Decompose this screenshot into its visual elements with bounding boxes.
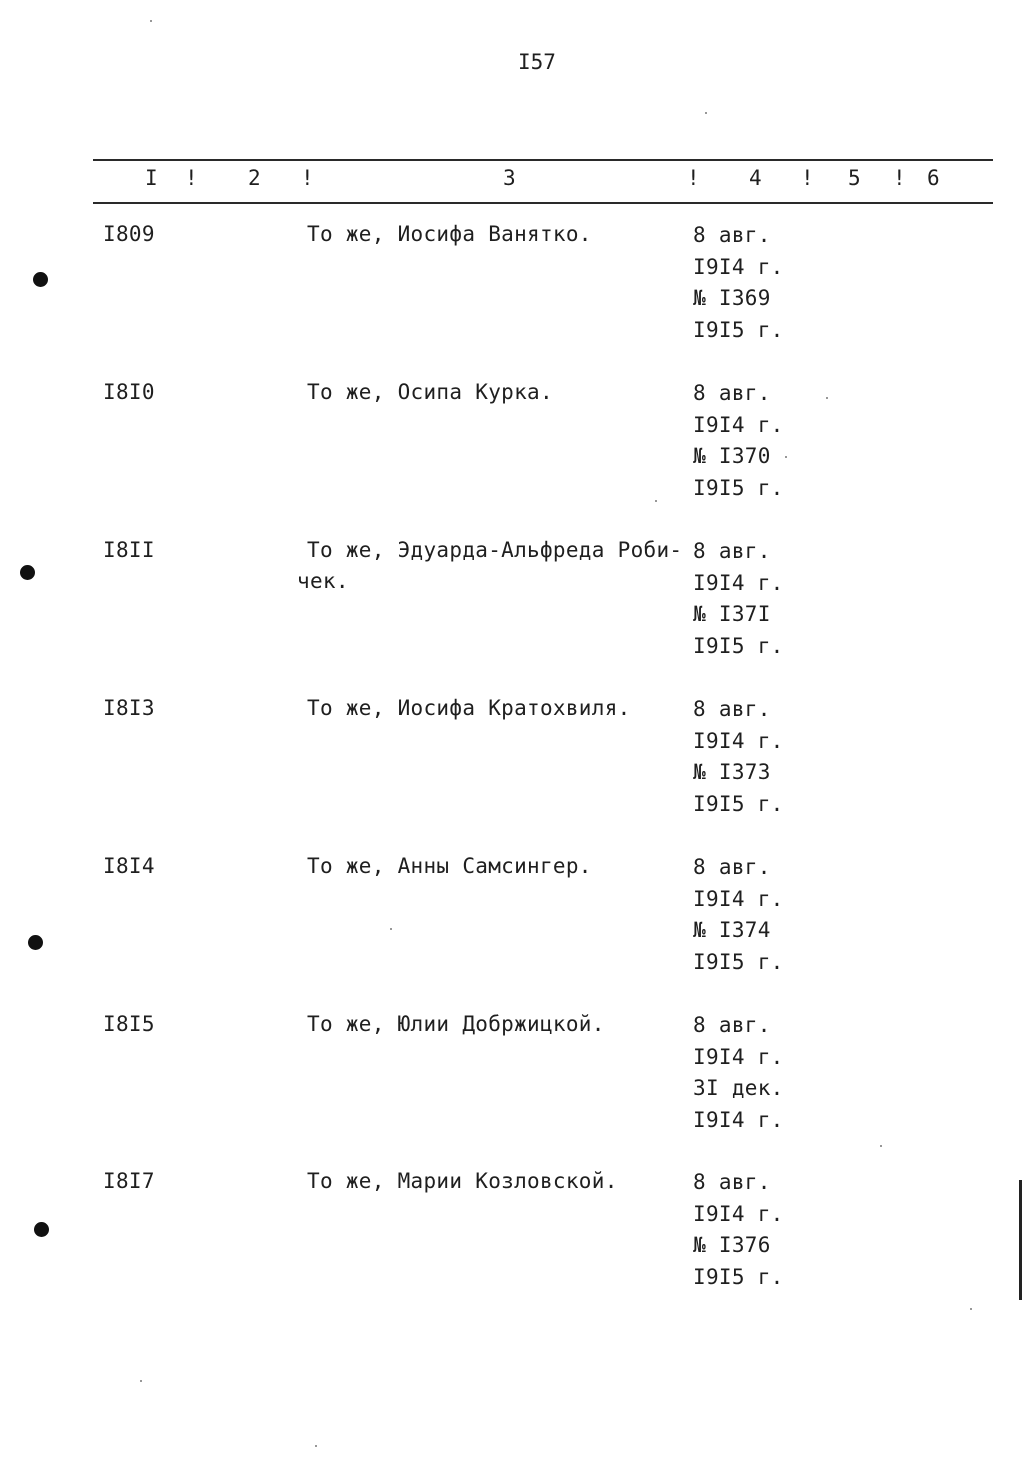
date-line: 8 авг. <box>693 381 771 405</box>
date-line: I9I5 г. <box>693 1264 784 1289</box>
record-description: То же, Анны Самсингер. <box>307 854 592 878</box>
header-separator: ! <box>801 166 814 190</box>
date-line: 8 авг. <box>693 539 771 563</box>
record-number: I8II <box>103 538 155 562</box>
page-number: I57 <box>518 50 556 74</box>
header-col-2: 2 <box>248 166 261 190</box>
record-dates <box>693 852 784 978</box>
scan-speck <box>970 1308 972 1310</box>
header-col-5: 5 <box>848 166 861 190</box>
date-line: № I370 <box>693 444 771 468</box>
date-line: I9I4 г. <box>693 728 784 753</box>
date-line: I9I4 г. <box>693 570 784 595</box>
date-line: I9I5 г. <box>693 475 784 500</box>
date-line: I9I5 г. <box>693 791 784 816</box>
table-header-rule <box>93 202 993 204</box>
scan-speck <box>880 1145 882 1147</box>
date-line: № I373 <box>693 760 771 784</box>
punch-hole <box>20 565 35 580</box>
date-line: I9I4 г. <box>693 1107 784 1132</box>
record-description: То же, Эдуарда-Альфреда Роби- <box>307 538 683 562</box>
header-col-6: 6 <box>927 166 940 190</box>
date-line: № I369 <box>693 286 771 310</box>
date-line: 8 авг. <box>693 855 771 879</box>
date-line: 8 авг. <box>693 1170 771 1194</box>
date-line: I9I4 г. <box>693 886 784 911</box>
punch-hole <box>28 935 43 950</box>
header-separator: ! <box>301 166 314 190</box>
record-number: I8I5 <box>103 1012 155 1036</box>
date-line: I9I5 г. <box>693 949 784 974</box>
date-line: № I376 <box>693 1233 771 1257</box>
record-description: То же, Марии Козловской. <box>307 1169 618 1193</box>
date-line: 3I дек. <box>693 1076 784 1100</box>
scan-speck <box>655 500 657 502</box>
scan-speck <box>150 20 152 22</box>
date-line: 8 авг. <box>693 223 771 247</box>
record-dates <box>693 1010 784 1136</box>
scan-speck <box>140 1380 142 1382</box>
date-line: 8 авг. <box>693 697 771 721</box>
record-description: То же, Осипа Курка. <box>307 380 553 404</box>
record-description: То же, Иосифа Кратохвиля. <box>307 696 631 720</box>
date-line: I9I5 г. <box>693 317 784 342</box>
record-description-continuation: чек. <box>297 569 349 593</box>
date-line: № I37I <box>693 602 771 626</box>
date-line: 8 авг. <box>693 1013 771 1037</box>
record-dates <box>693 378 784 504</box>
date-line: I9I4 г. <box>693 1044 784 1069</box>
scan-edge-shadow <box>1019 1180 1022 1300</box>
scan-speck <box>390 928 392 930</box>
scan-speck <box>315 1445 317 1447</box>
record-number: I809 <box>103 222 155 246</box>
table-top-rule <box>93 159 993 161</box>
header-separator: ! <box>893 166 906 190</box>
record-number: I8I0 <box>103 380 155 404</box>
record-description: То же, Иосифа Ванятко. <box>307 222 592 246</box>
date-line: I9I4 г. <box>693 254 784 279</box>
record-dates <box>693 536 784 662</box>
punch-hole <box>33 272 48 287</box>
record-number: I8I7 <box>103 1169 155 1193</box>
header-col-1: I <box>145 166 158 190</box>
punch-hole <box>34 1222 49 1237</box>
header-separator: ! <box>687 166 700 190</box>
header-separator: ! <box>185 166 198 190</box>
header-col-3: 3 <box>503 166 516 190</box>
date-line: № I374 <box>693 918 771 942</box>
record-dates <box>693 694 784 820</box>
record-description: То же, Юлии Добржицкой. <box>307 1012 605 1036</box>
header-col-4: 4 <box>749 166 762 190</box>
scan-speck <box>826 397 828 399</box>
record-dates <box>693 1167 784 1293</box>
date-line: I9I4 г. <box>693 412 784 437</box>
scan-speck <box>705 112 707 114</box>
record-number: I8I4 <box>103 854 155 878</box>
scan-speck <box>785 456 787 458</box>
date-line: I9I4 г. <box>693 1201 784 1226</box>
record-number: I8I3 <box>103 696 155 720</box>
record-dates <box>693 220 784 346</box>
date-line: I9I5 г. <box>693 633 784 658</box>
